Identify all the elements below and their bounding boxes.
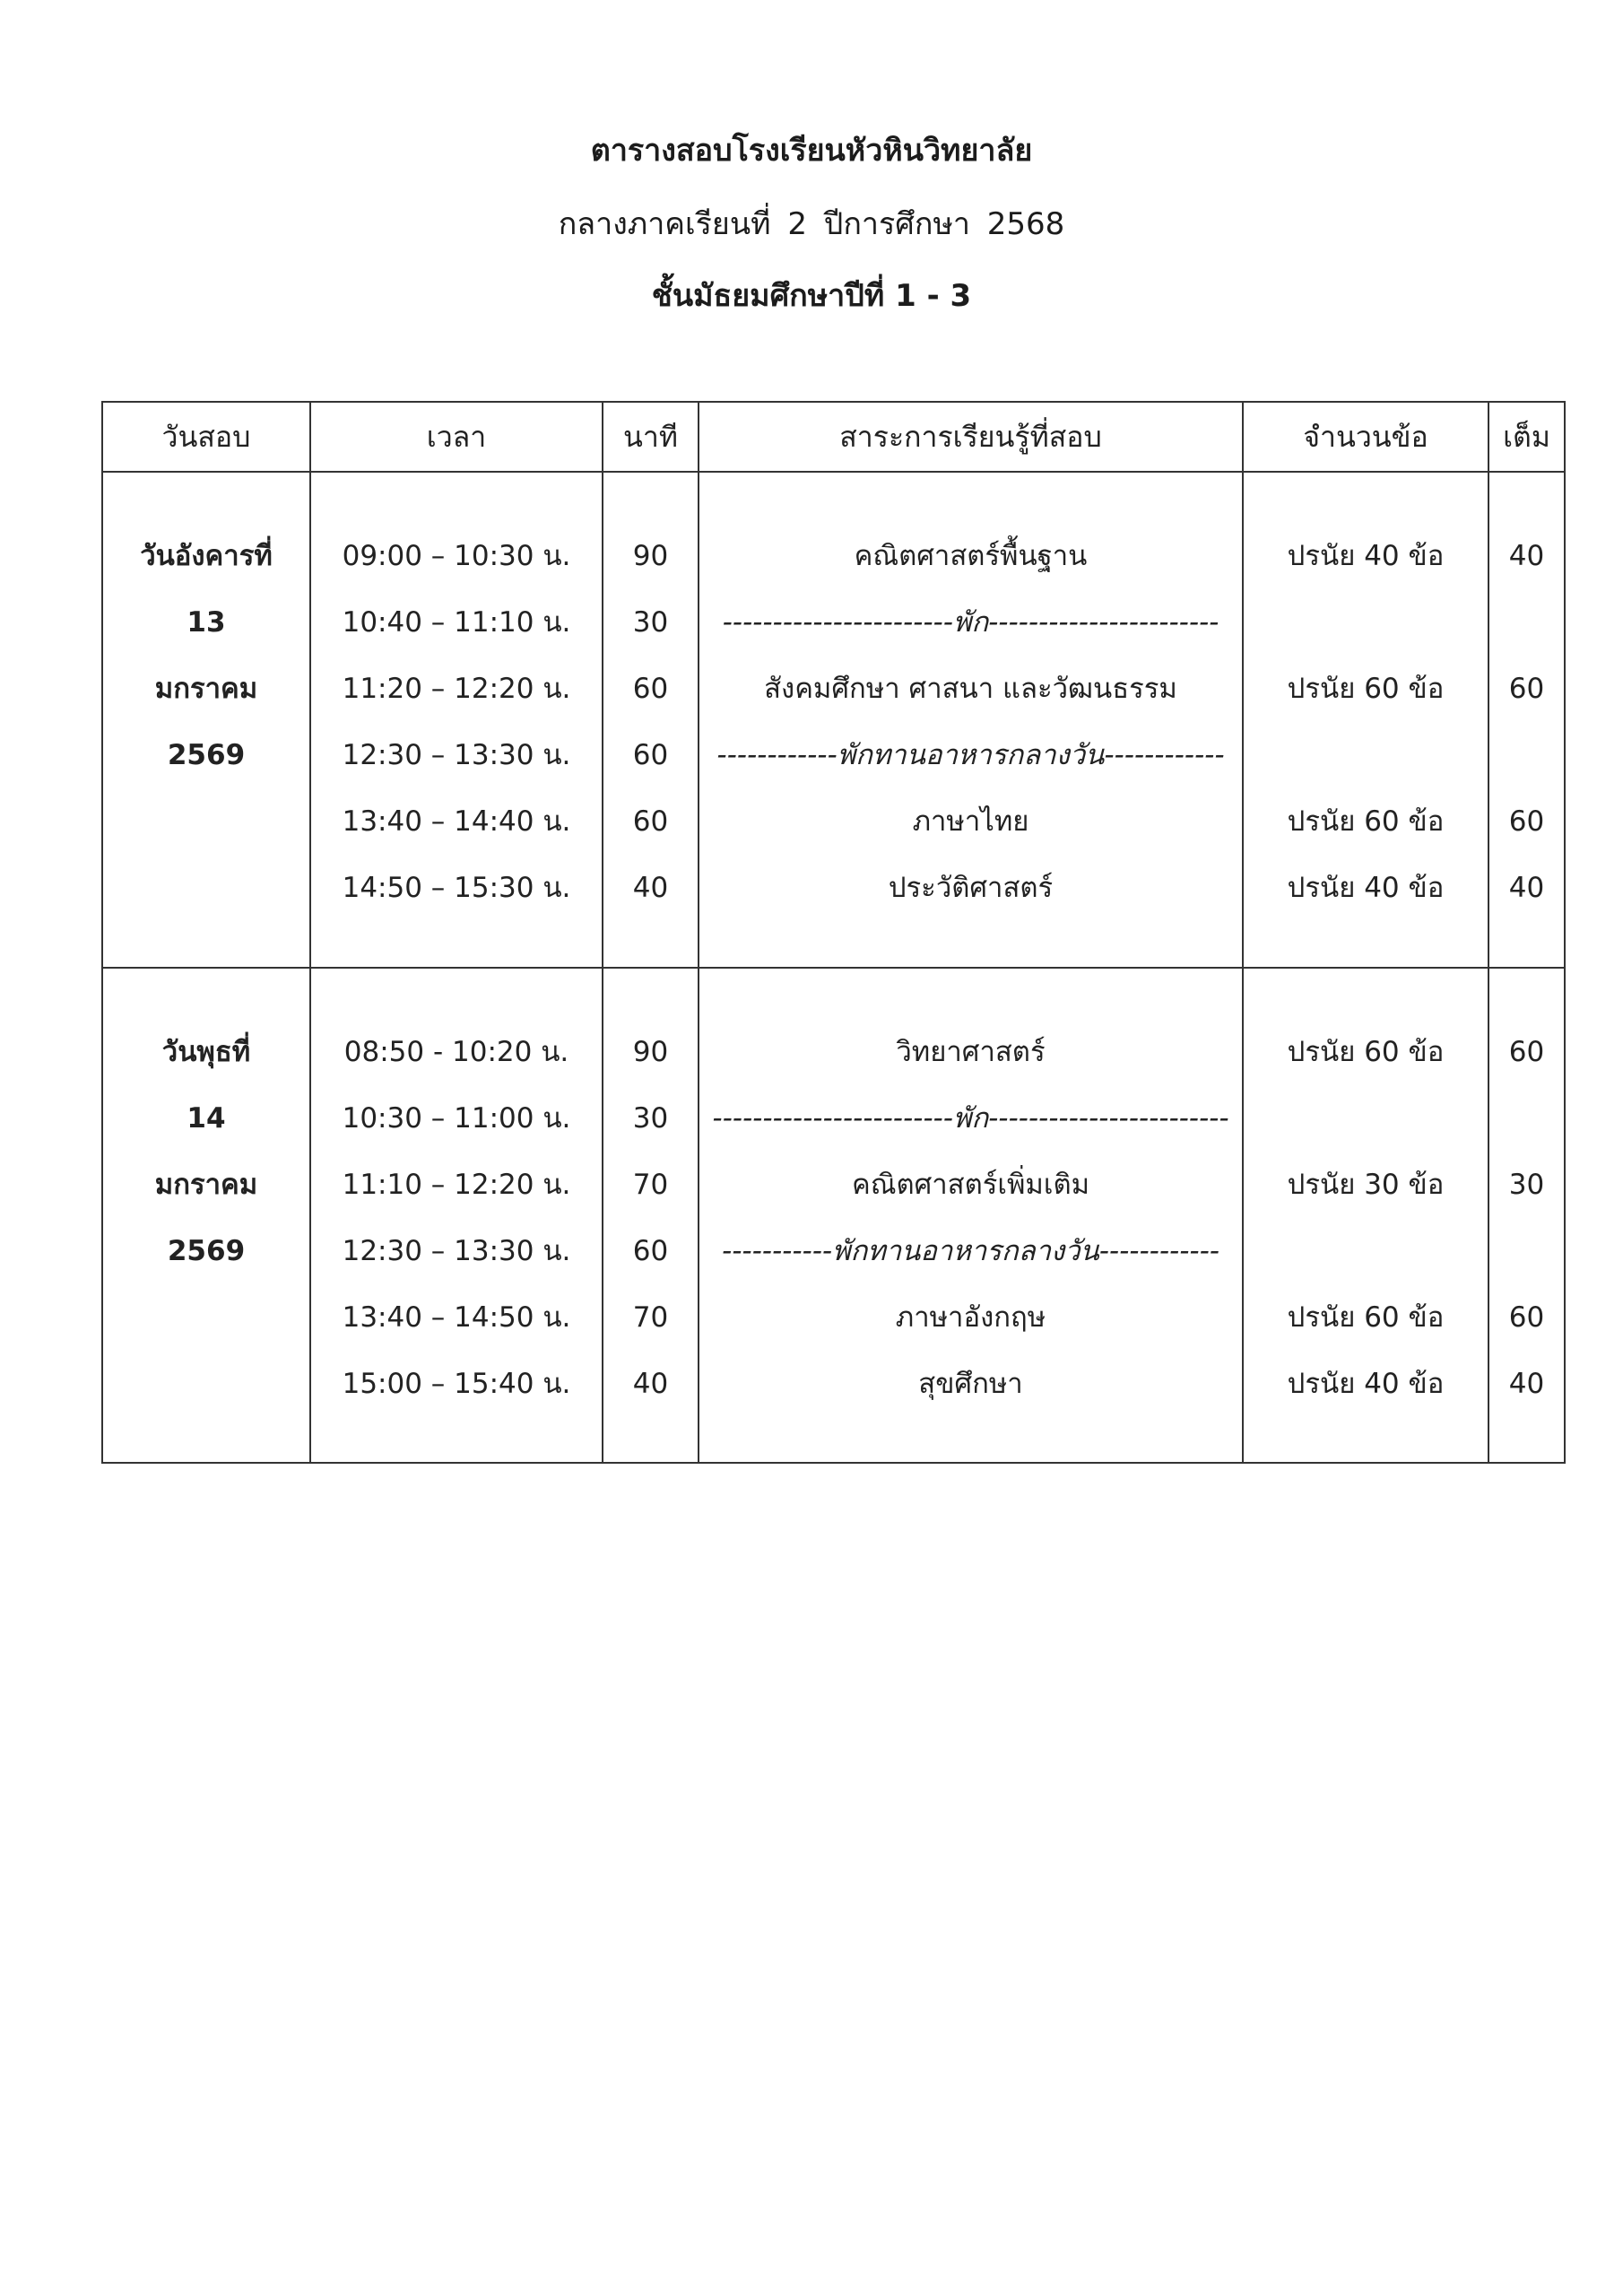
day2-items-6: ปรนัย 40 ข้อ xyxy=(1287,1367,1445,1400)
day2-time-cell xyxy=(310,968,603,1464)
day1-year: 2569 xyxy=(167,739,246,771)
column-header-time: เวลา xyxy=(310,402,603,472)
day1-minutes-4: 60 xyxy=(632,739,669,771)
exam-schedule-table xyxy=(101,401,1566,1464)
day2-day: 14 xyxy=(187,1101,226,1135)
day2-year: 2569 xyxy=(167,1234,246,1267)
day1-subject-3: สังคมศึกษา ศาสนา และวัฒนธรรม xyxy=(764,673,1177,705)
table-header-row xyxy=(102,402,1565,472)
day1-time-2: 10:40 – 11:10 น. xyxy=(342,606,571,639)
day2-full-5: 60 xyxy=(1508,1300,1545,1334)
day1-time-4: 12:30 – 13:30 น. xyxy=(342,739,571,771)
day2-minutes-1: 90 xyxy=(632,1035,669,1068)
day1-items-4 xyxy=(1244,722,1488,788)
day1-weekday: วันอังคารที่ xyxy=(140,540,273,572)
day1-minutes-3: 60 xyxy=(632,673,669,705)
day1-date-cell xyxy=(102,472,310,968)
day2-subject-3: คณิตศาสตร์เพิ่มเติม xyxy=(851,1168,1090,1201)
day2-items-2 xyxy=(1244,1085,1488,1152)
day2-minutes-5: 70 xyxy=(632,1300,669,1334)
day2-time-3: 11:10 – 12:20 น. xyxy=(342,1168,571,1201)
day2-full-cell xyxy=(1488,968,1565,1464)
day2-subject-6: สุขศึกษา xyxy=(918,1367,1023,1400)
column-header-date: วันสอบ xyxy=(102,402,310,472)
day1-minutes-2: 30 xyxy=(632,606,669,639)
day1-items-5: ปรนัย 60 ข้อ xyxy=(1287,805,1445,838)
day1-minutes-6: 40 xyxy=(632,872,669,904)
day2-minutes-cell xyxy=(603,968,699,1464)
day2-month: มกราคม xyxy=(154,1168,258,1201)
day1-lunch-break: ------------พักทานอาหารกลางวัน------------ xyxy=(716,739,1225,771)
day1-full-3: 60 xyxy=(1508,673,1545,705)
day2-full-4 xyxy=(1489,1218,1564,1284)
day2-date-cell xyxy=(102,968,310,1464)
day1-minutes-5: 60 xyxy=(632,805,669,838)
day-block-1 xyxy=(102,472,1565,968)
day2-weekday: วันพุธที่ xyxy=(161,1035,251,1068)
day2-items-3: ปรนัย 30 ข้อ xyxy=(1287,1168,1445,1201)
day1-time-1: 09:00 – 10:30 น. xyxy=(342,540,571,572)
day2-subject-5: ภาษาอังกฤษ xyxy=(895,1300,1046,1334)
day1-subject-6: ประวัติศาสตร์ xyxy=(888,872,1054,904)
day2-time-4: 12:30 – 13:30 น. xyxy=(342,1234,571,1267)
column-header-minutes: นาที xyxy=(603,402,699,472)
day1-subject-5: ภาษาไทย xyxy=(912,805,1029,838)
day1-items-3: ปรนัย 60 ข้อ xyxy=(1287,673,1445,705)
day2-full-1: 60 xyxy=(1508,1035,1545,1068)
day2-full-3: 30 xyxy=(1508,1168,1545,1201)
day2-time-1: 08:50 - 10:20 น. xyxy=(343,1035,569,1068)
day1-minutes-cell xyxy=(603,472,699,968)
day1-time-3: 11:20 – 12:20 น. xyxy=(342,673,571,705)
day2-break-1: ------------------------พัก------------------------ xyxy=(712,1101,1229,1135)
grade-level-line: ชั้นมัธยมศึกษาปีที่ 1 - 3 xyxy=(651,278,972,314)
day1-full-5: 60 xyxy=(1508,805,1545,838)
column-header-subject: สาระการเรียนรู้ที่สอบ xyxy=(699,402,1243,472)
day1-time-5: 13:40 – 14:40 น. xyxy=(342,805,571,838)
day2-minutes-2: 30 xyxy=(632,1101,669,1135)
day2-items-5: ปรนัย 60 ข้อ xyxy=(1287,1300,1445,1334)
day2-subject-1: วิทยาศาสตร์ xyxy=(896,1035,1046,1068)
document-title: ตารางสอบโรงเรียนหัวหินวิทยาลัย xyxy=(590,133,1033,169)
day1-items-2 xyxy=(1244,589,1488,656)
day1-break-1: -----------------------พัก----------------------- xyxy=(722,606,1219,639)
day2-minutes-3: 70 xyxy=(632,1168,669,1201)
day1-items-1: ปรนัย 40 ข้อ xyxy=(1287,540,1445,572)
day1-subject-cell xyxy=(699,472,1243,968)
day2-full-2 xyxy=(1489,1085,1564,1152)
day2-subject-cell xyxy=(699,968,1243,1464)
day2-items-1: ปรนัย 60 ข้อ xyxy=(1287,1035,1445,1068)
day1-subject-1: คณิตศาสตร์พื้นฐาน xyxy=(854,540,1088,572)
day2-time-6: 15:00 – 15:40 น. xyxy=(342,1367,571,1400)
column-header-items: จำนวนข้อ xyxy=(1243,402,1488,472)
day1-full-2 xyxy=(1489,589,1564,656)
day1-minutes-1: 90 xyxy=(632,540,669,572)
day1-day: 13 xyxy=(187,606,226,639)
day2-full-6: 40 xyxy=(1508,1367,1545,1400)
day2-items-4 xyxy=(1244,1218,1488,1284)
day1-time-cell xyxy=(310,472,603,968)
day1-time-6: 14:50 – 15:30 น. xyxy=(342,872,571,904)
day2-time-2: 10:30 – 11:00 น. xyxy=(342,1101,571,1135)
day1-items-cell xyxy=(1243,472,1488,968)
day1-full-6: 40 xyxy=(1508,872,1545,904)
day1-full-cell xyxy=(1488,472,1565,968)
day1-full-4 xyxy=(1489,722,1564,788)
day1-month: มกราคม xyxy=(154,673,258,705)
day2-time-5: 13:40 – 14:50 น. xyxy=(342,1300,571,1334)
semester-line: กลางภาคเรียนที่ 2 ปีการศึกษา 2568 xyxy=(558,206,1065,242)
day2-minutes-4: 60 xyxy=(632,1234,669,1267)
day-block-2 xyxy=(102,968,1565,1464)
column-header-full-score: เต็ม xyxy=(1488,402,1565,472)
day1-full-1: 40 xyxy=(1508,540,1545,572)
day2-minutes-6: 40 xyxy=(632,1367,669,1400)
day2-lunch-break: -----------พักทานอาหารกลางวัน------------ xyxy=(722,1234,1219,1267)
day2-items-cell xyxy=(1243,968,1488,1464)
day1-items-6: ปรนัย 40 ข้อ xyxy=(1287,872,1445,904)
